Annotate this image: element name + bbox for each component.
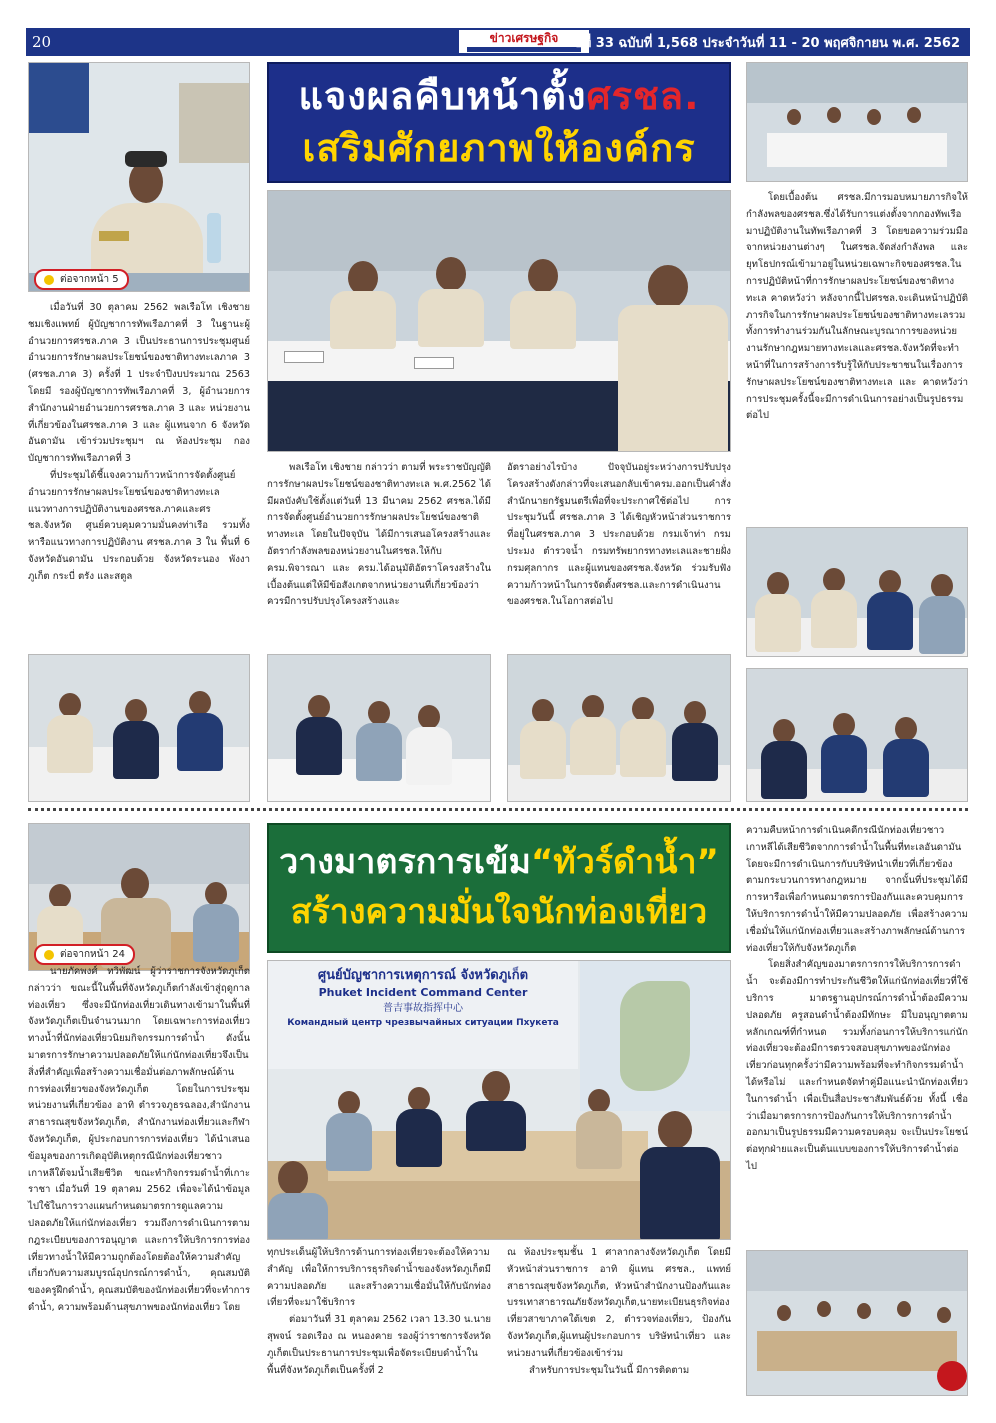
main-meeting-photo bbox=[267, 190, 731, 452]
paragraph: ความคืบหน้าการดำเนินคดีกรณีนักท่องเที่ยวชาวเกาหลีได้เสียชีวิตจากการดำน้ำในพื้นที่ทะเลอันดามัน โดยจะมีการดำเนินการกับบริษัทนำเที่ยวที่เกี่ยวข้อง ตามกระบวนการทางกฎหมาย จากนั้นที่ประชุมได้มีการหารือเพื่อกำหนดมาตรการป้องกันและควบคุมการให้บริการการดำน้ำให้มีความปลอดภัย เพื่อสร้างความเชื่อมั่นให้แก่นักท่องเที่ยวและสร้างภาพลักษณ์ด้านการท่องเที่ยวให้กับจังหวัดภูเก็ต bbox=[746, 825, 968, 954]
paragraph: โดยเบื้องต้น ศรชล.มีการมอบหมายภารกิจให้กำลังพลของศรชล.ซึ่งได้รับการแต่งตั้งจากกองทัพเรือมาปฏิบัติงานในทัพเรือภาคที่ 3 โดยขอความร่วมมือจากหน่วยงานต่างๆ ในศรชล.จัดส่งกำลังพล และยุทโธปกรณ์เข้ามาอยู่ในหน่วยเฉพาะกิจของศรชล.ในการปฏิบัติหน้าที่การรักษาผลประโยชน์ของชาติทางทะเล คาดหวังว่า หลังจากนี้ไปศรชล.จะเดินหน้าปฏิบัติภารกิจในการรักษาผลประโยชน์ของชาติทางทะเลรวมทั้งการทำงานร่วมกันในลักษณะบูรณาการของหน่วยงานรักษากฎหมายทางทะเลและศรชล.จังหวัดที่จะทำหน้าที่ในการสร้างการรับรู้ให้กับประชาชนในเรื่องการรักษาผลประโยชน์ของชาติทางทะเล และ คาดหวังว่า การประชุมครั้งนี้จะมีการดำเนินการอย่างเป็นรูปธรรมต่อไป bbox=[746, 192, 968, 422]
article1-column2 bbox=[267, 460, 491, 611]
commander-portrait-photo bbox=[28, 62, 250, 292]
paragraph: โดยสิ่งสำคัญของมาตรการการให้บริการการดำน้ำ จะต้องมีการทำประกันชีวิตให้แก่นักท่องเที่ยวที่ใช้บริการ มาตรฐานอุปกรณ์การดำน้ำต้องมีความปลอดภัย ครูสอนดำน้ำต้องมีทักษะ มีใบอนุญาตตามหลักเกณฑ์ที่กำหนด รวมทั้งก่อนการให้บริการแก่นักท่องเที่ยวจะต้องมีการตรวจสอบสุขภาพของนักท่องเที่ยวก่อนทุกครั้งว่ามีความพร้อมที่จะทำกิจกรรมดำน้ำได้หรือไม่ และกำหนดจัดทำคู่มือแนะนำนักท่องเที่ยวในการดำน้ำ เพื่อเป็นสื่อประชาสัมพันธ์ด้วย ทั้งนี้ เชื่อว่าเมื่อมาตรการการป้องกันการให้บริการการดำน้ำออกมาเป็นรูปธรรมมีความครอบคลุม จะเป็นประโยชน์ต่อทุกฝ่ายและเป็นต้นแบบของการให้บริการดำน้ำต่อไป bbox=[746, 959, 968, 1172]
paragraph: เมื่อวันที่ 30 ตุลาคม 2562 พลเรือโท เชิงชาย ชมเชิงแพทย์ ผู้บัญชาการทัพเรือภาคที่ 3 ในฐานะผู้อำนวยการศรชล.ภาค 3 เป็นประธานการประชุมศูนย์อำนวยการรักษาผลประโยชน์ของชาติทางทะเลภาค 3 (ศรชล.ภาค 3) ครั้งที่ 1 ประจำปีงบประมาณ 2563 โดยมี รองผู้บัญชาการทัพเรือภาคที่ 3, ผู้อำนวยการสำนักงานฝ่ายอำนวยการศรชล.ภาค 3 และ หน่วยงานที่เกี่ยวข้องในศรชล.ภาค 3 และ ผู้แทนจาก 6 จังหวัดอันดามัน เข้าร่วมประชุมฯ ณ ห้องประชุม กองบัญชาการทัพเรือภาคที่ 3 bbox=[28, 302, 250, 465]
continued-badge-label: ต่อจากหน้า 5 bbox=[60, 274, 119, 285]
paragraph: ต่อมาวันที่ 31 ตุลาคม 2562 เวลา 13.30 น.นายสุพจน์ รอดเรือง ณ หนองคาย รองผู้ว่าราชการจังหวัดภูเก็ตเป็นประธานการประชุมเพื่อจัดระเบียบดำน้ำในพื้นที่จังหวัดภูเก็ตเป็นครั้งที่ 2 bbox=[267, 1314, 491, 1376]
continued-badge bbox=[34, 269, 129, 290]
meeting-photo bbox=[746, 668, 968, 802]
meeting-photo bbox=[746, 527, 968, 657]
banner-russian: Командный центр чрезвычайных ситуации Пхукета bbox=[287, 1018, 559, 1028]
incident-command-center-photo bbox=[267, 960, 731, 1240]
article2-column4 bbox=[746, 823, 968, 1176]
headline-line1-main: วางมาตรการเข้ม bbox=[279, 842, 531, 882]
issue-info: ปีที่ 33 ฉบับที่ 1,568 ประจำวันที่ 11 - 20 พฤศจิกายน พ.ศ. 2562 bbox=[574, 35, 960, 51]
page-number: 20 bbox=[32, 33, 52, 51]
article2-column2 bbox=[267, 1245, 491, 1379]
headline-line2: เสริมศักยภาพให้องค์กร bbox=[302, 126, 696, 170]
headline-line1 bbox=[269, 70, 729, 122]
paragraph: สำหรับการประชุมในวันนี้ มีการติดตาม bbox=[529, 1364, 690, 1376]
paragraph: ที่ประชุมได้ชี้แจงความก้าวหน้าการจัดตั้งศูนย์อำนวยการรักษาผลประโยชน์ของชาติทางทะเล แนวทางการปฏิบัติงานของศรชล.ภาคและศรชล.จังหวัด ศูนย์ควบคุมความมั่นคงท่าเรือ รวมทั้งหารือแนวทางการปฏิบัติงาน ศรชล.ภาค 3 ใน พื้นที่ 6 จังหวัดอันดามัน ประกอบด้วย จังหวัดระนอง พังงา ภูเก็ต กระบี่ ตรัง และสตูล bbox=[28, 469, 250, 582]
paragraph: นายภัคพงศ์ ทวิพัฒน์ ผู้ว่าราชการจังหวัดภูเก็ต กล่าวว่า ขณะนี้ในพื้นที่จังหวัดภูเก็ตกำลังเข้าสู่ฤดูกาลท่องเที่ยว ซึ่งจะมีนักท่องเที่ยวเดินทางเข้ามาในพื้นที่จังหวัดภูเก็ตเป็นจำนวนมาก โดยเฉพาะการท่องเที่ยวทางน้ำที่นักท่องเที่ยวนิยมกิจกรรมการดำน้ำ ดังนั้นมาตรการรักษาความปลอดภัยให้แก่นักท่องเที่ยวจึงเป็นสิ่งที่สำคัญเพื่อสร้างความเชื่อมั่นต่อภาพลักษณ์ด้านการท่องเที่ยวของจังหวัดภูเก็ต โดยในการประชุม หน่วยงานที่เกี่ยวข้อง อาทิ ตำรวจภูธรฉลอง,สำนักงานสาธารณสุขจังหวัดภูเก็ต, สำนักงานท่องเที่ยวและกีฬาจังหวัดภูเก็ต, ผู้ประกอบการการท่องเที่ยว ได้นำเสนอข้อมูลของการเกิดอุบัติเหตุกรณีนักท่องเที่ยวชาวเกาหลีใต้จมน้ำเสียชีวิต ขณะทำกิจกรรมดำน้ำที่เกาะราชา เมื่อวันที่ 19 ตุลาคม 2562 เพื่อจะได้นำข้อมูลไปใช้ในการวางแผนกำหนดมาตรการดูแลความปลอดภัยให้แก่นักท่องเที่ยว รวมถึงการดำเนินการตามกฎระเบียบของการอนุญาต และการให้บริการการท่องเที่ยวทางน้ำให้มีความถูกต้องโดยต้องให้ความสำคัญเกี่ยวกับความสมบูรณ์อุปกรณ์การดำน้ำ, คุณสมบัติของครูฝึกดำน้ำ, คุณสมบัติของนักท่องเที่ยวที่จะทำการดำน้ำ, ความพร้อมด้านสุขภาพของนักท่องเที่ยว โดย bbox=[28, 966, 250, 1313]
newspaper-logo-text: ข่าวเศรษฐกิจ bbox=[489, 31, 559, 45]
meeting-photo bbox=[746, 1250, 968, 1396]
paragraph: พลเรือโท เชิงชาย กล่าวว่า ตามที่ พระราชบัญญัติการรักษาผลประโยชน์ของชาติทางทะเล พ.ศ.2562 ได้มีผลบังคับใช้ตั้งแต่วันที่ 13 มีนาคม 2562 ศรชล.ได้มีการจัดตั้งศูนย์อำนวยการรักษาผลประโยชน์ของชาติทางทะเล โดยในปัจจุบัน ได้มีการเสนอโครงสร้างและอัตรากำลังพลของหน่วยงานในศรชล.ให้กับ ครม.พิจารณา และ ครม.ได้อนุมัติอัตราโครงสร้างในเบื้องต้นแต่ให้มีข้อสังเกตจากหน่วยงานที่เกี่ยวข้องว่าควรมีการปรับปรุงโครงสร้างและ bbox=[267, 462, 491, 608]
command-center-banner bbox=[268, 961, 578, 1069]
banner-chinese: 普吉事故指挥中心 bbox=[383, 1003, 463, 1014]
article2-column1 bbox=[28, 964, 250, 1317]
headline-line1-accent: “ทัวร์ดำน้ำ” bbox=[530, 842, 719, 882]
paragraph: อัตราอย่างไรบ้าง ปัจจุบันอยู่ระหว่างการปรับปรุงโครงสร้างดังกล่าวที่จะเสนอกลับเข้าครม.ออกเป็นคำสั่งสำนักนายกรัฐมนตรีเพื่อที่จะประกาศใช้ต่อไป การประชุมวันนี้ ศรชล.ภาค 3 ได้เชิญหัวหน้าส่วนราชการที่อยู่ในศรชล.ภาค 3 ประกอบด้วย กรมเจ้าท่า กรมประมง ตำรวจน้ำ กรมทรัพยากรทางทะเลและชายฝั่ง กรมศุลกากร และผู้แทนของศรชล.จังหวัด ร่วมรับฟังความก้าวหน้าในการจัดตั้งศรชล.และการดำเนินงานของศรชล.ในโอกาสต่อไป bbox=[507, 462, 731, 608]
newspaper-logo bbox=[458, 29, 590, 54]
headline-line1 bbox=[269, 837, 729, 887]
meeting-room-photo bbox=[746, 62, 968, 182]
logo-underline bbox=[467, 47, 581, 52]
meeting-photo bbox=[28, 654, 250, 802]
article1-column3 bbox=[507, 460, 731, 611]
continued-badge-label: ต่อจากหน้า 24 bbox=[60, 949, 125, 960]
article1-headline bbox=[267, 62, 731, 183]
article2-headline bbox=[267, 823, 731, 953]
meeting-photo bbox=[267, 654, 491, 802]
headline-line1-accent: ศรชล. bbox=[586, 74, 700, 118]
banner-english: Phuket Incident Command Center bbox=[318, 986, 528, 999]
meeting-photo bbox=[507, 654, 731, 802]
paragraph: ณ ห้องประชุมชั้น 1 ศาลากลางจังหวัดภูเก็ต โดยมีหัวหน้าส่วนราชการ อาทิ ผู้แทน ศรชล., แพทย์สาธารณสุขจังหวัดภูเก็ต, หัวหน้าสำนักงานป้องกันและบรรเทาสาธารณภัยจังหวัดภูเก็ต,นายทะเบียนธุรกิจท่องเที่ยวสาขาภาคใต้เขต 2, ตำรวจท่องเที่ยว, ป้องกันจังหวัดภูเก็ต,ผู้แทนผู้ประกอบการ บริษัทนำเที่ยว และหน่วยงานที่เกี่ยวข้องเข้าร่วม bbox=[507, 1247, 731, 1359]
paragraph: ทุกประเด็นผู้ให้บริการด้านการท่องเที่ยวจะต้องให้ความสำคัญ เพื่อให้การบริการธุรกิจดำน้ำของจังหวัดภูเก็ตมีความปลอดภัย และสร้างความเชื่อมั่นให้กับนักท่องเที่ยวที่จะมาใช้บริการ bbox=[267, 1247, 491, 1309]
article1-column4 bbox=[746, 190, 968, 425]
continued-badge bbox=[34, 944, 135, 965]
bullet-icon bbox=[44, 950, 54, 960]
headline-line2: สร้างความมั่นใจนักท่องเที่ยว bbox=[290, 892, 708, 932]
page-header bbox=[26, 28, 970, 56]
headline-line1-main: แจงผลคืบหน้าตั้ง bbox=[298, 74, 587, 118]
article2-column3 bbox=[507, 1245, 731, 1379]
section-divider bbox=[28, 808, 968, 812]
article1-column1 bbox=[28, 300, 250, 586]
bullet-icon bbox=[44, 275, 54, 285]
wall-map bbox=[580, 961, 731, 1111]
banner-thai: ศูนย์บัญชาการเหตุการณ์ จังหวัดภูเก็ต bbox=[317, 968, 529, 983]
